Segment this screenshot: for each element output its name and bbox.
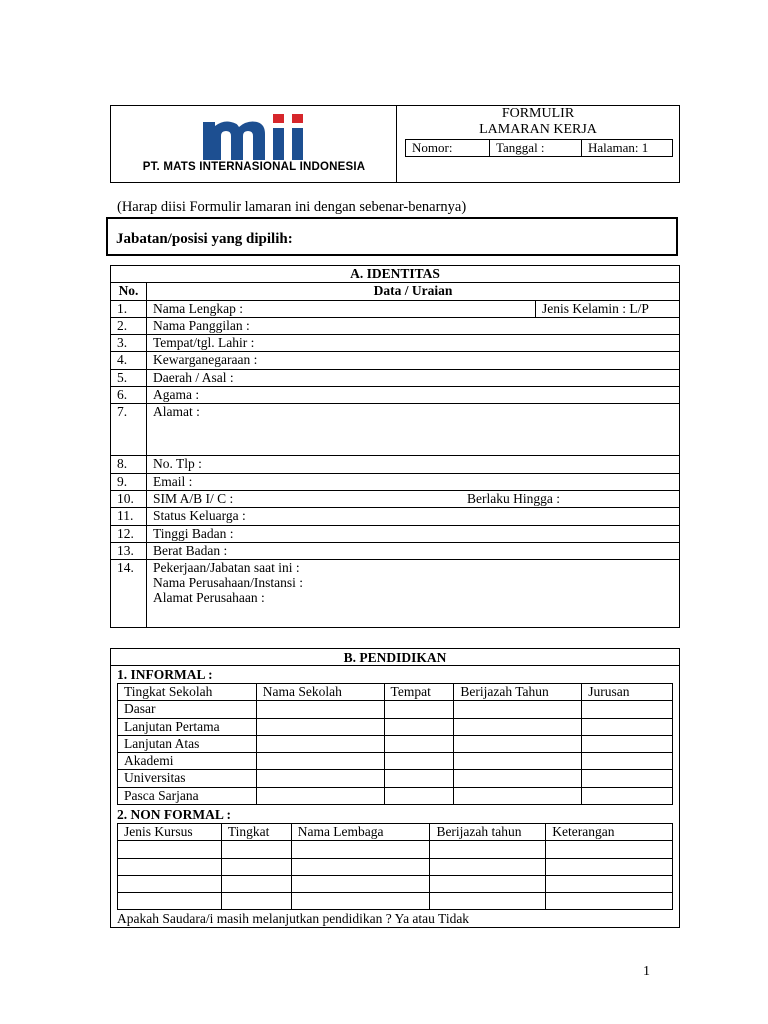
row-number: 9. (111, 473, 147, 490)
field-label: Agama : (147, 387, 680, 404)
field-label: Pekerjaan/Jabatan saat ini : (153, 560, 300, 576)
identitas-row[interactable] (111, 317, 680, 334)
table-row[interactable] (118, 701, 673, 718)
row-number: 8. (111, 456, 147, 473)
col-header: Berijazah tahun (430, 824, 546, 841)
identitas-row[interactable] (111, 352, 680, 369)
field-label: Tinggi Badan : (147, 525, 680, 542)
instruction-text: (Harap diisi Formulir lamaran ini dengan sebenar-benarnya) (117, 199, 467, 215)
pendidikan-section (110, 648, 680, 928)
nonformal-table (117, 823, 673, 910)
row-number: 12. (111, 525, 147, 542)
table-row[interactable] (118, 858, 673, 875)
row-number: 13. (111, 542, 147, 559)
identitas-row[interactable] (111, 490, 680, 507)
table-row[interactable] (118, 718, 673, 735)
form-subtitle: LAMARAN KERJA (479, 122, 597, 137)
tingkat-cell: Lanjutan Atas (118, 735, 257, 752)
table-row[interactable] (118, 787, 673, 804)
field-label: Nama Lengkap : (147, 300, 536, 317)
company-logo (203, 114, 315, 160)
identitas-row[interactable] (111, 542, 680, 559)
section-a-title: A. IDENTITAS (111, 266, 680, 283)
field-label: Status Keluarga : (147, 508, 680, 525)
row-number: 2. (111, 317, 147, 334)
field-label: SIM A/B I/ C : (153, 490, 234, 506)
col-header: Keterangan (546, 824, 673, 841)
informal-table (117, 683, 673, 805)
logo-cell (111, 106, 397, 182)
row-number: 10. (111, 490, 147, 507)
field-label: Daerah / Asal : (147, 369, 680, 386)
berlaku-hingga-label: Berlaku Hingga : (467, 490, 560, 506)
col-header: Berijazah Tahun (454, 684, 582, 701)
field-label: No. Tlp : (147, 456, 680, 473)
page-number: 1 (643, 964, 650, 979)
tanggal-field[interactable]: Tanggal : (490, 140, 582, 156)
col-header: Jurusan (582, 684, 673, 701)
table-row[interactable] (118, 753, 673, 770)
col-header: Nama Lembaga (291, 824, 430, 841)
identitas-row[interactable] (111, 404, 680, 456)
lanjut-pendidikan-question: Apakah Saudara/i masih melanjutkan pendidikan ? Ya atau Tidak (117, 911, 470, 926)
table-row[interactable] (118, 735, 673, 752)
jabatan-field[interactable] (106, 217, 678, 256)
table-row[interactable] (118, 841, 673, 858)
col-data-header: Data / Uraian (147, 283, 680, 300)
form-title: FORMULIR (501, 106, 575, 121)
col-no-header: No. (111, 283, 147, 300)
informal-label: 1. INFORMAL : (117, 667, 213, 682)
table-row[interactable] (118, 875, 673, 892)
row-number: 4. (111, 352, 147, 369)
field-label: Nama Panggilan : (147, 317, 680, 334)
tingkat-cell: Pasca Sarjana (118, 787, 257, 804)
row-number: 1. (111, 300, 147, 317)
identitas-row[interactable] (111, 473, 680, 490)
identitas-row[interactable] (111, 456, 680, 473)
identitas-row[interactable] (111, 300, 680, 317)
nomor-field[interactable]: Nomor: (406, 140, 490, 156)
field-label: Alamat : (147, 404, 680, 456)
tingkat-cell: Lanjutan Pertama (118, 718, 257, 735)
tingkat-cell: Universitas (118, 770, 257, 787)
table-row[interactable] (118, 893, 673, 910)
identitas-row[interactable] (111, 387, 680, 404)
sim-field (147, 490, 680, 507)
col-header: Jenis Kursus (118, 824, 222, 841)
tingkat-cell: Dasar (118, 701, 257, 718)
field-label: Tempat/tgl. Lahir : (147, 335, 680, 352)
row-number: 3. (111, 335, 147, 352)
meta-row (405, 139, 673, 157)
row-number: 5. (111, 369, 147, 386)
field-label: Email : (147, 473, 680, 490)
field-label: Nama Perusahaan/Instansi : (153, 575, 303, 591)
col-header: Tingkat (221, 824, 291, 841)
table-row[interactable] (118, 770, 673, 787)
col-header: Nama Sekolah (256, 684, 384, 701)
row-number: 11. (111, 508, 147, 525)
jabatan-label: Jabatan/posisi yang dipilih: (116, 231, 293, 247)
identitas-row[interactable] (111, 369, 680, 386)
identitas-row[interactable] (111, 508, 680, 525)
halaman-field: Halaman: 1 (588, 140, 649, 155)
jenis-kelamin-label: Jenis Kelamin : L/P (536, 300, 680, 317)
col-header: Tingkat Sekolah (118, 684, 257, 701)
form-header (110, 105, 680, 183)
company-name: PT. MATS INTERNASIONAL INDONESIA (142, 161, 366, 173)
tingkat-cell: Akademi (118, 753, 257, 770)
field-label: Alamat Perusahaan : (153, 590, 265, 606)
identitas-table (110, 265, 680, 628)
row-number: 6. (111, 387, 147, 404)
identitas-row[interactable] (111, 335, 680, 352)
col-header: Tempat (384, 684, 454, 701)
field-label: Kewarganegaraan : (147, 352, 680, 369)
nonformal-label: 2. NON FORMAL : (117, 807, 231, 822)
row-number: 14. (111, 560, 147, 628)
section-b-title: B. PENDIDIKAN (111, 649, 679, 666)
field-label: Berat Badan : (147, 542, 680, 559)
pekerjaan-field (147, 560, 680, 628)
identitas-row[interactable] (111, 525, 680, 542)
identitas-row[interactable] (111, 560, 680, 628)
row-number: 7. (111, 404, 147, 456)
